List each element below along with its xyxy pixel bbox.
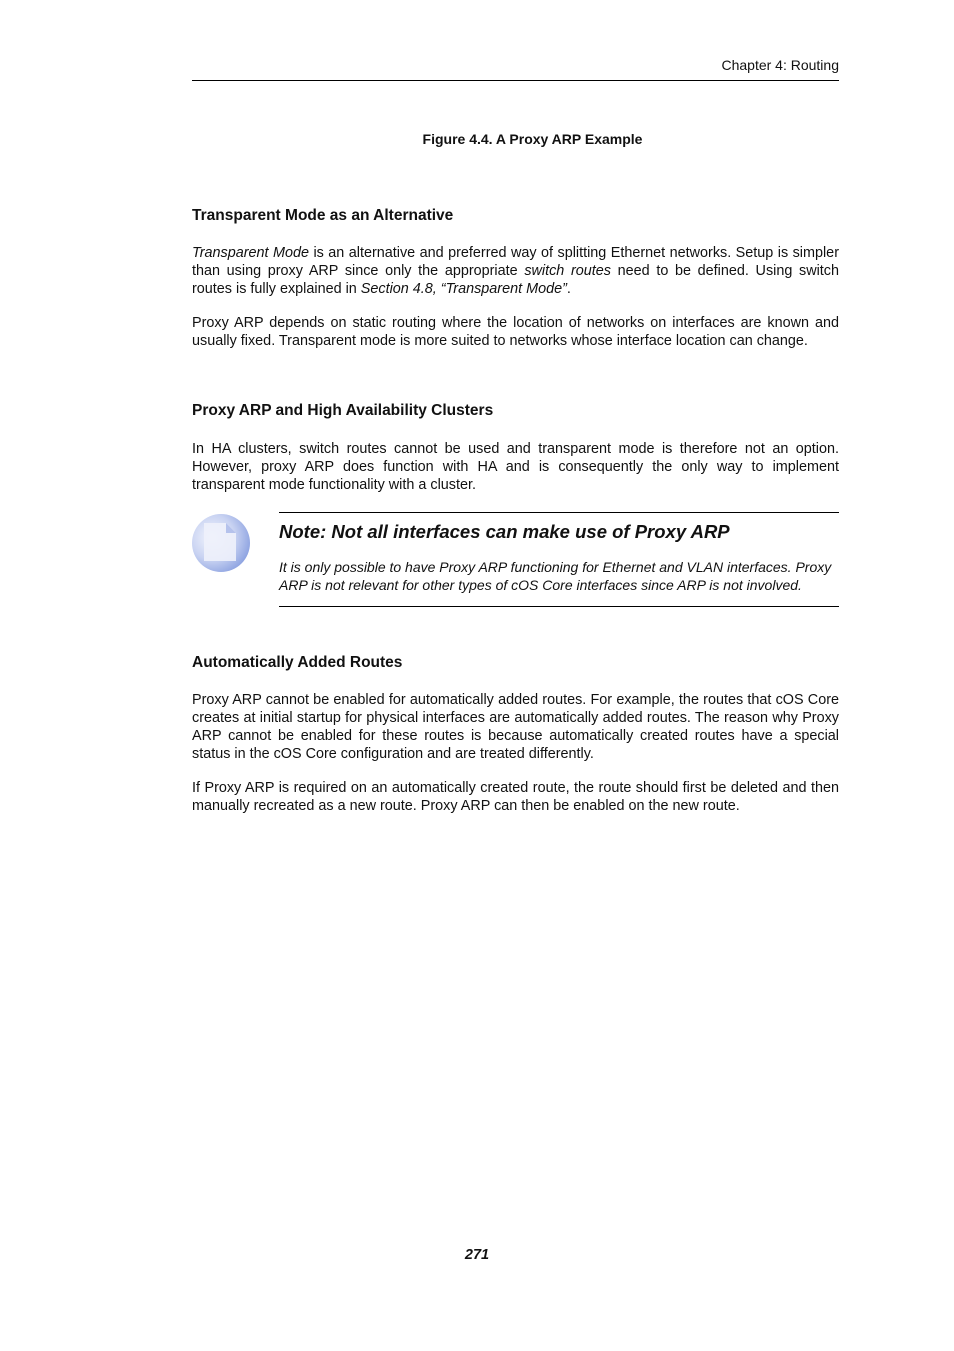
paragraph-text: . xyxy=(566,281,571,297)
note-title: Note: Not all interfaces can make use of Proxy ARP xyxy=(279,521,730,542)
paragraph-text: need to be defined. Using switch routes is fully explained in xyxy=(192,263,839,297)
term-switch-routes: switch routes xyxy=(524,263,611,279)
section-heading-ha-clusters: Proxy ARP and High Availability Clusters xyxy=(192,402,494,419)
page-number: 271 xyxy=(464,1247,490,1263)
section-cross-reference-link[interactable]: Section 4.8, “Transparent Mode” xyxy=(360,281,567,297)
paragraph-auto-routes-1: Proxy ARP cannot be enabled for automatically added routes. For example, the routes that cOS Core creates at initial startup for physical interfaces are automatically added routes. The reason why Proxy ARP cannot be enabled for these routes is because automatically created routes have a special status in the cOS Core configuration and are treated differently. xyxy=(192,692,839,762)
paragraph-proxy-arp-static-routing: Proxy ARP depends on static routing where the location of networks on interfaces are known and usually fixed. Transparent mode is more suited to networks whose interface location can change. xyxy=(192,315,839,349)
term-transparent-mode: Transparent Mode xyxy=(192,245,309,261)
figure-caption: Figure 4.4. A Proxy ARP Example xyxy=(422,131,643,147)
running-header: Chapter 4: Routing xyxy=(721,57,839,73)
section-heading-auto-routes: Automatically Added Routes xyxy=(192,654,403,671)
paragraph-transparent-mode-intro xyxy=(192,244,839,298)
document-page xyxy=(192,0,839,1351)
paragraph-auto-routes-2: If Proxy ARP is required on an automatically created route, the route should first be deleted and then manually recreated as a new route. Proxy ARP can then be enabled on the new route. xyxy=(192,780,839,814)
note-box xyxy=(279,512,839,607)
paragraph-text: is an alternative and preferred way of splitting Ethernet networks. Setup is simpler than using proxy ARP since only the appropriate xyxy=(192,245,839,279)
header-rule xyxy=(192,80,839,81)
section-heading-transparent-mode: Transparent Mode as an Alternative xyxy=(192,207,454,224)
note-text: It is only possible to have Proxy ARP functioning for Ethernet and VLAN interfaces. Proxy ARP is not relevant for other types of cOS Core interfaces since ARP is not involved. xyxy=(279,559,832,593)
paragraph-ha-clusters: In HA clusters, switch routes cannot be used and transparent mode is therefore not an option. However, proxy ARP does function with HA and is consequently the only way to implement transparent mode functionality with a cluster. xyxy=(192,441,839,493)
note-icon xyxy=(192,513,252,573)
